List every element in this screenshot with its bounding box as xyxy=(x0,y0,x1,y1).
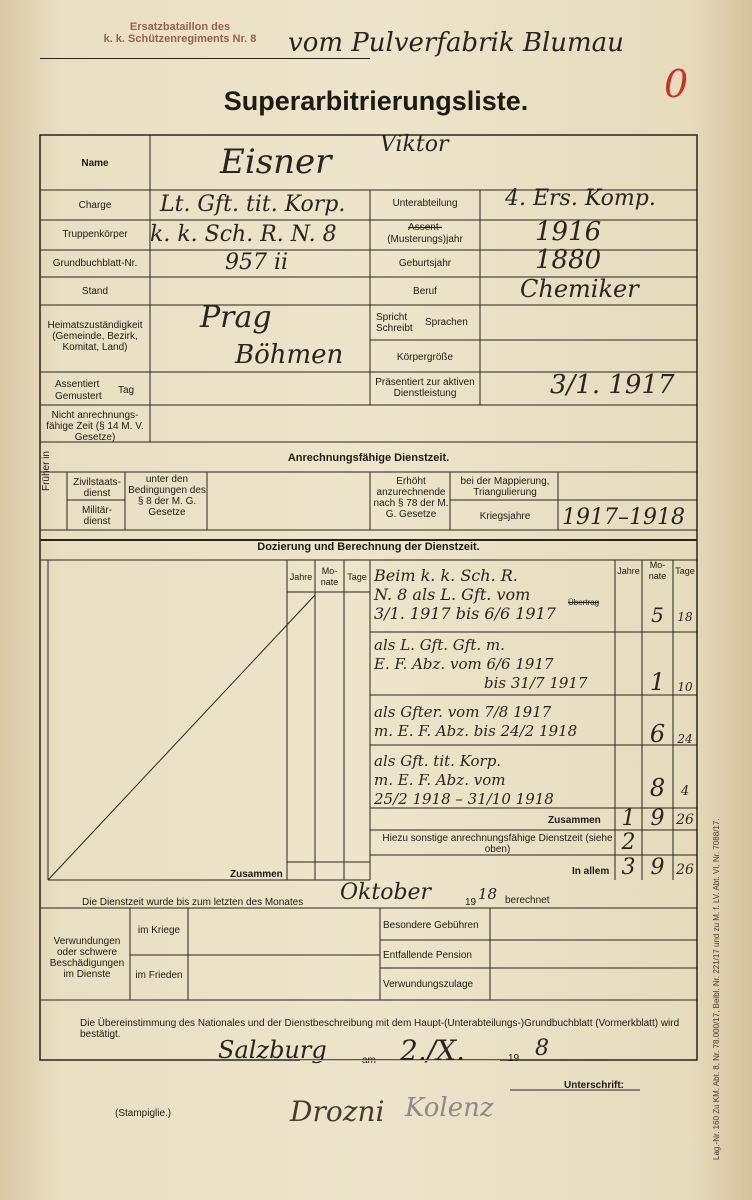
entry-2-line-3: bis 31/7 1917 xyxy=(484,674,588,692)
label-entfallende-pension: Entfallende Pension xyxy=(383,950,472,961)
dienstzeit-year-suffix: 18 xyxy=(478,885,498,903)
in-allem-jahre: 3 xyxy=(621,855,636,880)
label-im-kriege: im Kriege xyxy=(137,925,181,936)
confirmation-text: Die Übereinstimmung des Nationales und der Dienstbeschreibung mit dem Haupt-(Unterabteilungs-)Grundbuchblatt (Vormerkblatt) wird bestätigt. xyxy=(80,1018,680,1040)
entry-3-tage: 24 xyxy=(677,732,693,746)
faint-stamp xyxy=(300,1060,500,1091)
left-col-monate: Mo-nate xyxy=(320,566,339,587)
value-geburtsjahr: 1880 xyxy=(535,245,602,275)
entry-4-tage: 4 xyxy=(680,784,690,799)
hiezu-label: Hiezu sonstige anrechnungsfähige Dienstzeit (siehe oben) xyxy=(382,833,613,855)
value-charge: Lt. Gft. tit. Korp. xyxy=(160,192,346,217)
label-assent-struck: Assent- xyxy=(408,222,442,233)
signature-1: Drozni xyxy=(290,1095,385,1128)
dienstzeit-suffix: berechnet xyxy=(505,895,550,906)
entry-2-line-1: als L. Gft. Gft. m. xyxy=(374,636,505,654)
in-allem-tage: 26 xyxy=(676,862,694,878)
entry-1-line-2: N. 8 als L. Gft. vom xyxy=(374,585,531,604)
entry-1-monate: 5 xyxy=(651,603,664,627)
label-nicht-anrechnungsfaehig: Nicht anrechnungs-fähige Zeit (§ 14 M. V. Gesetze) xyxy=(46,410,144,443)
section2-title: Dozierung und Berechnung der Dienstzeit. xyxy=(257,541,480,553)
entry-2-line-2: E. F. Abz. vom 6/6 1917 xyxy=(374,655,554,673)
dienstzeit-month: Oktober xyxy=(340,880,432,905)
entry-1-uebertrag: Übertrag xyxy=(568,598,600,607)
zusammen-jahre: 1 xyxy=(621,806,636,831)
left-col-jahre: Jahre xyxy=(289,572,313,582)
label-geburtsjahr: Geburtsjahr xyxy=(398,258,452,269)
entry-4-line-2: m. E. F. Abz. vom xyxy=(374,771,506,789)
entry-1 xyxy=(374,566,556,623)
value-musterungsjahr: 1916 xyxy=(535,217,602,247)
label-zivilstaatsdienst: Zivilstaats-dienst xyxy=(73,477,121,499)
zusammen-tage: 26 xyxy=(676,812,694,828)
value-heimat-1: Prag xyxy=(200,300,272,335)
label-kriegsjahre: Kriegsjahre xyxy=(479,511,531,522)
value-grundbuchblatt: 957 ii xyxy=(225,250,289,275)
label-frueher-in: Früher in xyxy=(41,451,52,492)
dienstzeit-prefix: Die Dienstzeit wurde bis zum letzten des Monates xyxy=(82,897,304,908)
signature-year-suffix: 8 xyxy=(535,1036,549,1061)
label-beruf: Beruf xyxy=(413,286,437,297)
value-praesentiert: 3/1. 1917 xyxy=(550,370,675,400)
label-militaerdienst: Militär-dienst xyxy=(82,505,112,527)
left-col-tage: Tage xyxy=(347,572,367,582)
label-besondere-gebuehren: Besondere Gebühren xyxy=(383,920,479,931)
zusammen-monate: 9 xyxy=(650,806,665,831)
label-musterungsjahr: (Musterungs)jahr xyxy=(387,234,463,245)
signature-2: Kolenz xyxy=(405,1093,494,1123)
label-koerpergroesse: Körpergröße xyxy=(396,352,454,363)
hiezu-jahre: 2 xyxy=(621,830,636,855)
label-mappierung: bei der Mappierung, Triangulierung xyxy=(460,476,550,498)
value-heimat-2: Böhmen xyxy=(235,340,344,370)
label-erhoeht: Erhöht anzurechnende nach § 78 der M. G. Gesetze xyxy=(373,476,449,520)
side-print: Lag.-Nr. 160 Zu KM. Abt. 8, Nr. 78.000/17, Beibl. Nr. 221/17 und zu M. f. LV. Abt. VI, Nr. 7088/17. xyxy=(712,818,721,1160)
right-col-monate: Mo-nate xyxy=(648,560,667,581)
entry-1-tage: 18 xyxy=(677,610,693,624)
stamp-line1: Ersatzbataillon des xyxy=(129,21,231,33)
dienstzeit-year-prefix: 19 xyxy=(465,897,477,908)
entry-4 xyxy=(374,752,554,809)
entry-1-line-1: Beim k. k. Sch. R. xyxy=(374,566,518,585)
label-im-frieden: im Frieden xyxy=(135,970,183,981)
label-schreibt: Schreibt xyxy=(376,323,413,334)
label-unterschrift: Unterschrift: xyxy=(564,1080,625,1091)
signature-date: 2./X. xyxy=(400,1034,465,1067)
section1-title: Anrechnungsfähige Dienstzeit. xyxy=(287,452,450,464)
signature-year-prefix: 19 xyxy=(508,1053,520,1064)
label-gemustert: Gemustert xyxy=(55,391,102,402)
label-verwundungen: Verwundungen oder schwere Beschädigungen im Dienste xyxy=(49,936,125,980)
entry-1-line-3: 3/1. 1917 bis 6/6 1917 xyxy=(374,604,556,623)
right-col-jahre: Jahre xyxy=(617,566,640,576)
entry-3-line-2: m. E. F. Abz. bis 24/2 1918 xyxy=(374,722,578,740)
entry-4-line-3: 25/2 1918 – 31/10 1918 xyxy=(374,790,554,808)
label-grundbuchblatt: Grundbuchblatt-Nr. xyxy=(52,258,138,269)
value-kriegsjahre: 1917–1918 xyxy=(562,505,685,530)
label-truppenkoerper: Truppenkörper xyxy=(62,229,128,240)
in-allem-monate: 9 xyxy=(650,855,665,880)
label-name: Name xyxy=(81,158,109,169)
entry-2-monate: 1 xyxy=(649,668,666,696)
label-am: am xyxy=(362,1055,376,1066)
signature-place: Salzburg xyxy=(218,1036,327,1064)
label-sprachen: Sprachen xyxy=(425,317,468,328)
value-truppenkoerper: k. k. Sch. R. N. 8 xyxy=(150,222,337,247)
label-unterabteilung: Unterabteilung xyxy=(392,198,458,209)
entry-4-line-1: als Gft. tit. Korp. xyxy=(374,752,502,770)
entry-4-monate: 8 xyxy=(649,774,666,802)
label-spricht: Spricht xyxy=(376,312,408,323)
entry-3-line-1: als Gfter. vom 7/8 1917 xyxy=(374,703,552,721)
label-tag: Tag xyxy=(118,385,135,396)
header-handwriting: vom Pulverfabrik Blumau xyxy=(288,28,624,58)
value-given-name: Viktor xyxy=(380,132,449,157)
entry-2-tage: 10 xyxy=(677,680,693,694)
label-assentiert: Assentiert xyxy=(55,379,100,390)
label-stand: Stand xyxy=(81,286,109,297)
value-surname: Eisner xyxy=(220,142,332,182)
entry-3 xyxy=(374,703,577,741)
left-zusammen: Zusammen xyxy=(230,869,283,880)
label-bedingungen: unter den Bedingungen des § 8 der M. G. Gesetze xyxy=(128,474,206,518)
in-allem-label: In allem xyxy=(572,866,610,877)
label-charge: Charge xyxy=(78,200,112,211)
entry-2 xyxy=(374,636,588,693)
stamp-line2: k. k. Schützenregiments Nr. 8 xyxy=(103,33,257,45)
value-beruf: Chemiker xyxy=(520,275,639,303)
right-col-tage: Tage xyxy=(675,566,695,576)
label-stampiglie: (Stampiglie.) xyxy=(115,1108,172,1119)
zusammen-label: Zusammen xyxy=(548,815,601,826)
red-mark: 0 xyxy=(664,62,689,106)
value-unterabteilung: 4. Ers. Komp. xyxy=(505,186,656,211)
label-praesentiert: Präsentiert zur aktiven Dienstleistung xyxy=(375,377,475,399)
entry-3-monate: 6 xyxy=(649,720,666,748)
label-heimat: Heimatszuständigkeit (Gemeinde, Bezirk, Komitat, Land) xyxy=(47,320,143,353)
label-verwundungszulage: Verwundungszulage xyxy=(383,979,474,990)
page-title: Superarbitrierungsliste. xyxy=(223,86,529,116)
